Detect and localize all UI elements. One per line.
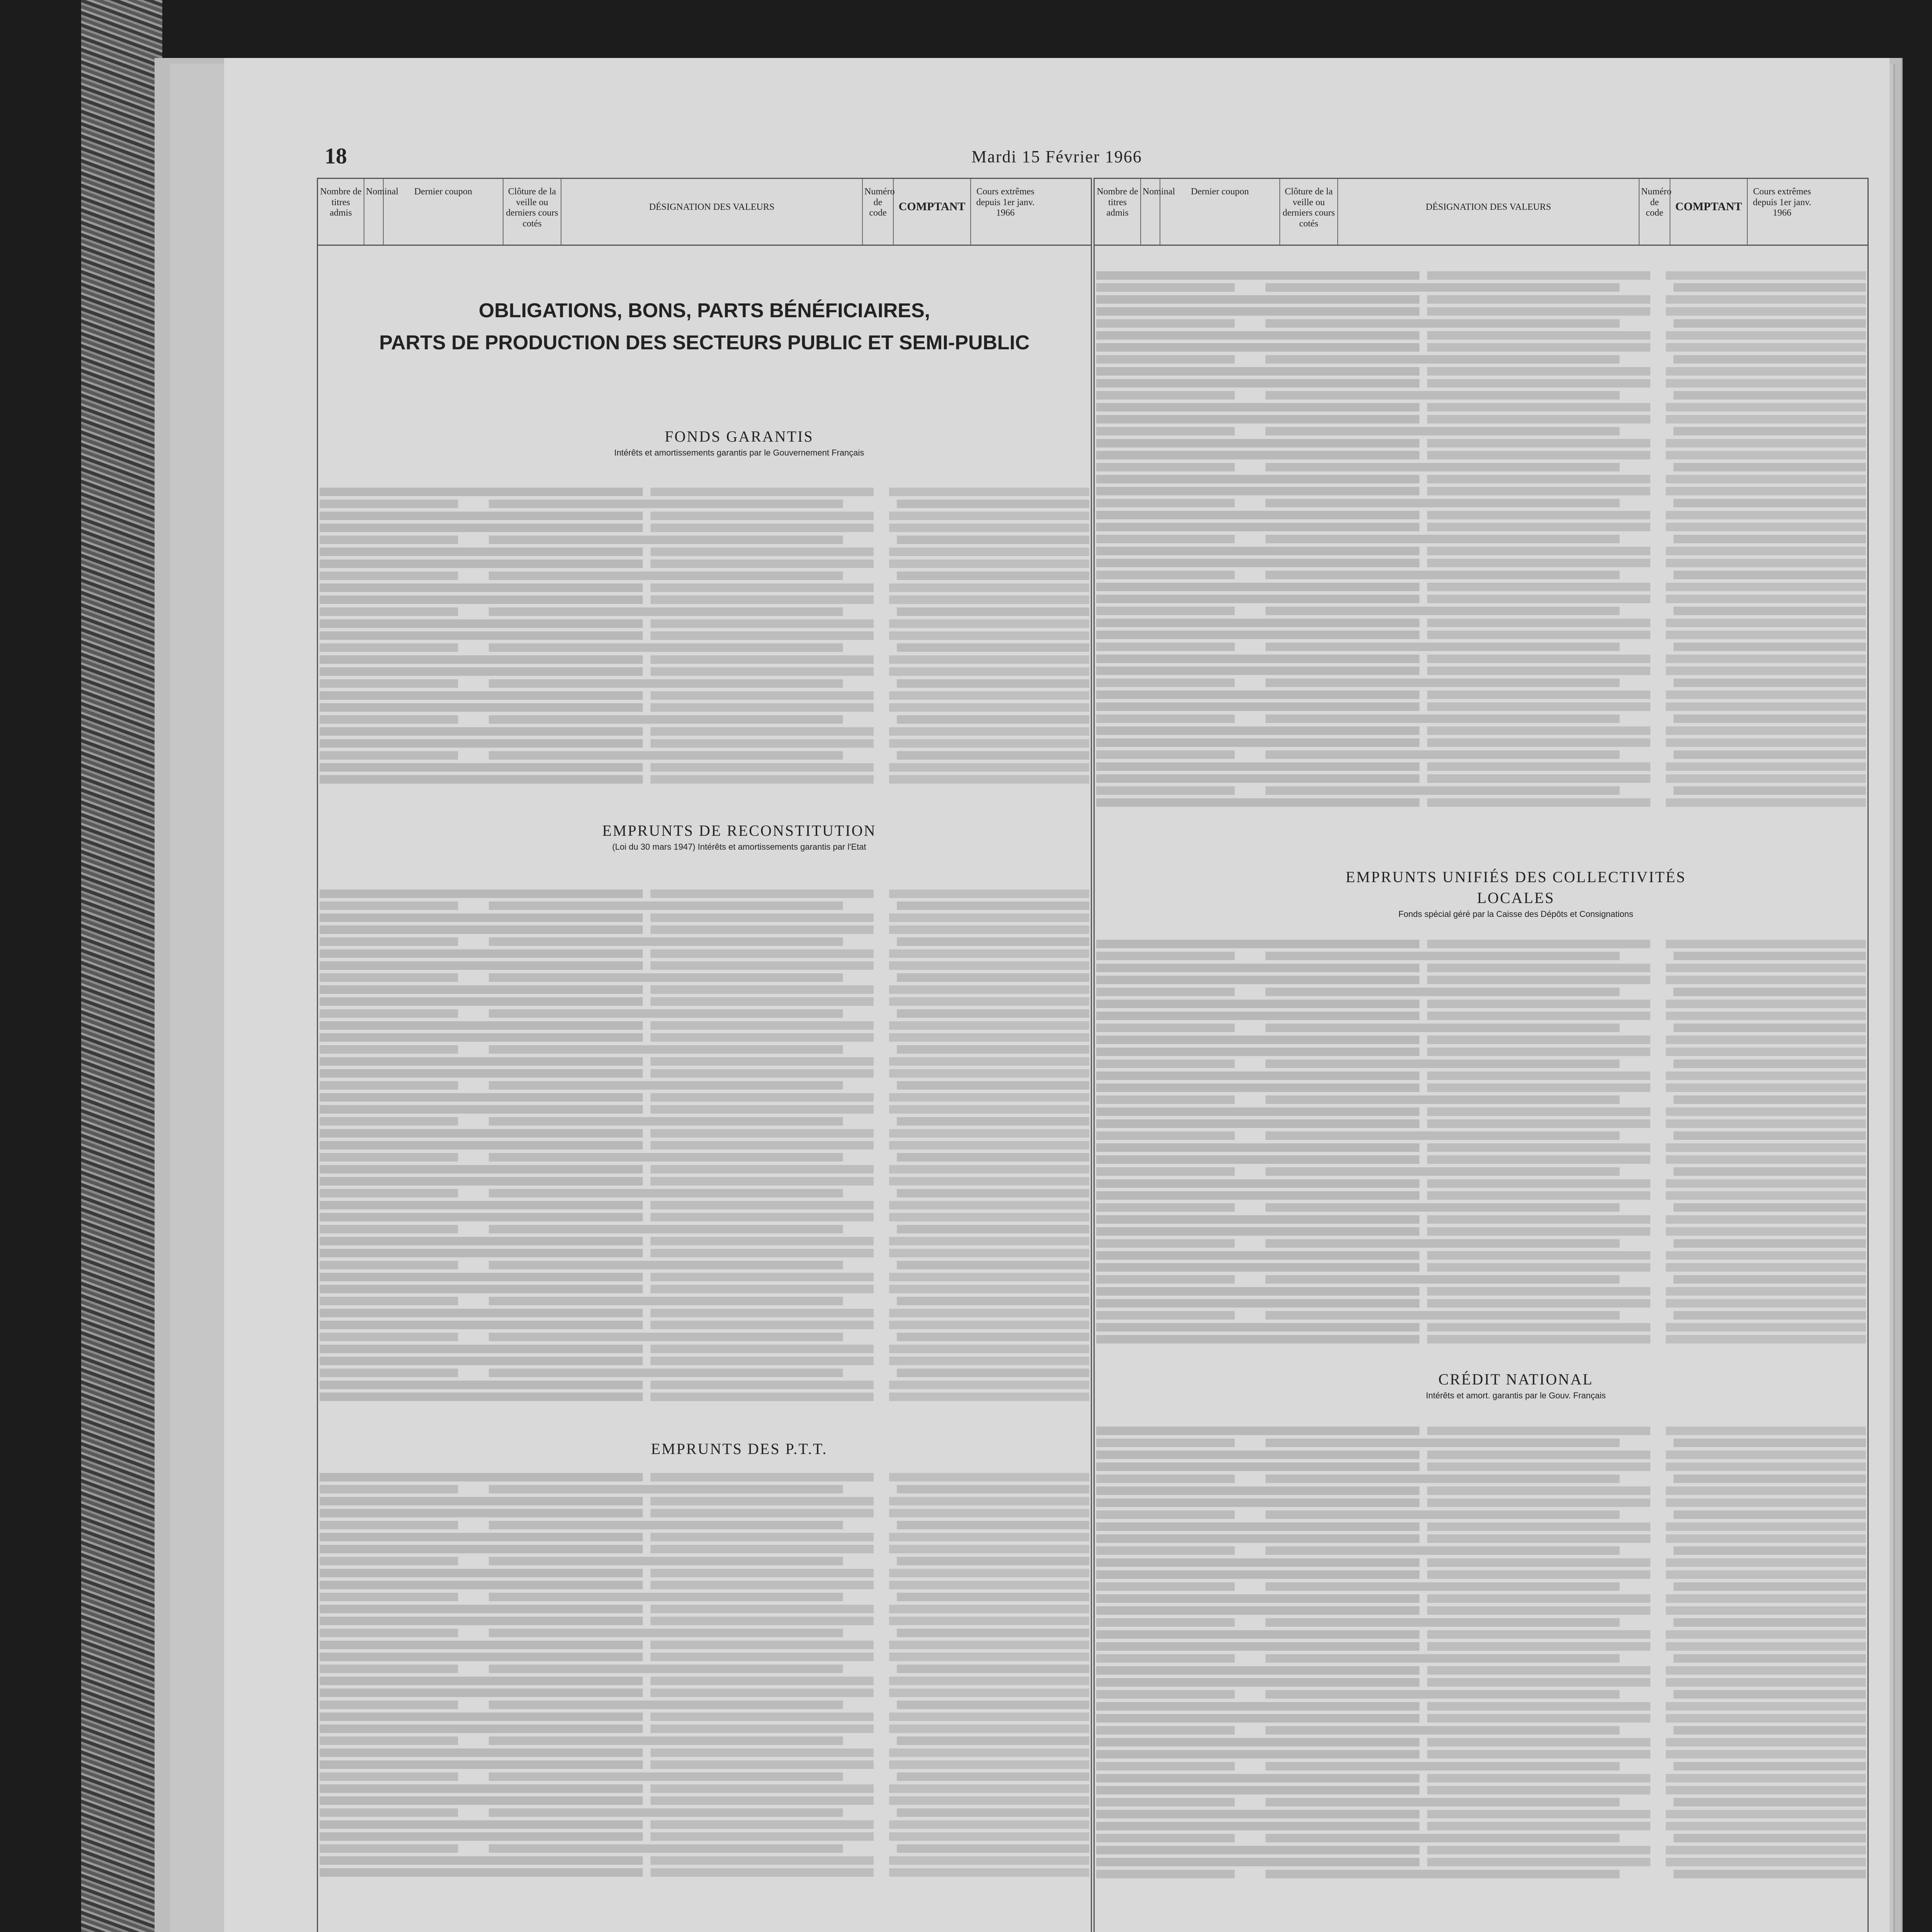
listing-rows (320, 886, 1089, 1405)
section-subtitle: Intérêts et amort. garantis par le Gouv. Français (1426, 1391, 1606, 1400)
header-nominal: Nominal (364, 179, 384, 245)
right-column (1094, 178, 1869, 1932)
main-title-line1: OBLIGATIONS, BONS, PARTS BÉNÉFICIAIRES, (478, 299, 930, 322)
main-title-line2: PARTS DE PRODUCTION DES SECTEURS PUBLIC ET SEMI-PUBLIC (379, 332, 1030, 354)
header-designation: DÉSIGNATION DES VALEURS (1338, 179, 1639, 245)
section-title: EMPRUNTS DES P.T.T. (651, 1440, 828, 1458)
book-binding (81, 0, 162, 1932)
listing-rows (320, 484, 1089, 787)
page-number: 18 (325, 143, 347, 168)
section-subtitle: (Loi du 30 mars 1947) Intérêts et amortissements garantis par l'Etat (612, 842, 866, 852)
newspaper-page (224, 58, 1889, 1932)
header-coupon: Dernier coupon (1160, 179, 1280, 245)
section-title: EMPRUNTS UNIFIÉS DES COLLECTIVITÉS LOCALES (1345, 868, 1686, 906)
section-credit-national (1342, 1369, 1690, 1401)
header-code: Numéro de code (863, 179, 894, 245)
header-close: Clôture de la veille ou derniers cours cotés (503, 179, 561, 245)
header-count: Nombre de titres admis (1095, 179, 1141, 245)
header-comptant: COMPTANT (894, 179, 971, 245)
header-designation: DÉSIGNATION DES VALEURS (561, 179, 863, 245)
listing-rows (1096, 268, 1866, 810)
header-close: Clôture de la veille ou derniers cours cotés (1280, 179, 1338, 245)
section-title: FONDS GARANTIS (665, 428, 814, 445)
section-title: EMPRUNTS DE RECONSTITUTION (602, 822, 876, 839)
header-coupon: Dernier coupon (384, 179, 503, 245)
main-title (372, 295, 1037, 359)
listing-rows (1096, 936, 1866, 1347)
header-count: Nombre de titres admis (318, 179, 364, 245)
listing-rows (320, 1469, 1089, 1880)
section-subtitle: Intérêts et amortissements garantis par le Gouvernement Français (614, 448, 864, 457)
table-header (318, 179, 1091, 246)
page-date: Mardi 15 Février 1966 (971, 147, 1142, 166)
section-subtitle: Fonds spécial géré par la Caisse des Dépôts et Consignations (1398, 909, 1633, 919)
section-reconstitution (565, 820, 913, 853)
section-fonds-garantis (565, 426, 913, 459)
page-header (224, 143, 1889, 174)
section-emprunts-unifies (1342, 867, 1690, 920)
header-nominal: Nominal (1141, 179, 1160, 245)
left-column (317, 178, 1092, 1932)
listing-rows (1096, 1423, 1866, 1882)
table-header (1095, 179, 1867, 246)
header-code: Numéro de code (1639, 179, 1670, 245)
header-extremes: Cours extrêmes depuis 1er janv. 1966 (1753, 187, 1811, 218)
header-comptant: COMPTANT (1670, 179, 1748, 245)
header-extremes: Cours extrêmes depuis 1er janv. 1966 (976, 187, 1035, 218)
section-ptt (565, 1439, 913, 1459)
section-title: CRÉDIT NATIONAL (1438, 1371, 1594, 1388)
